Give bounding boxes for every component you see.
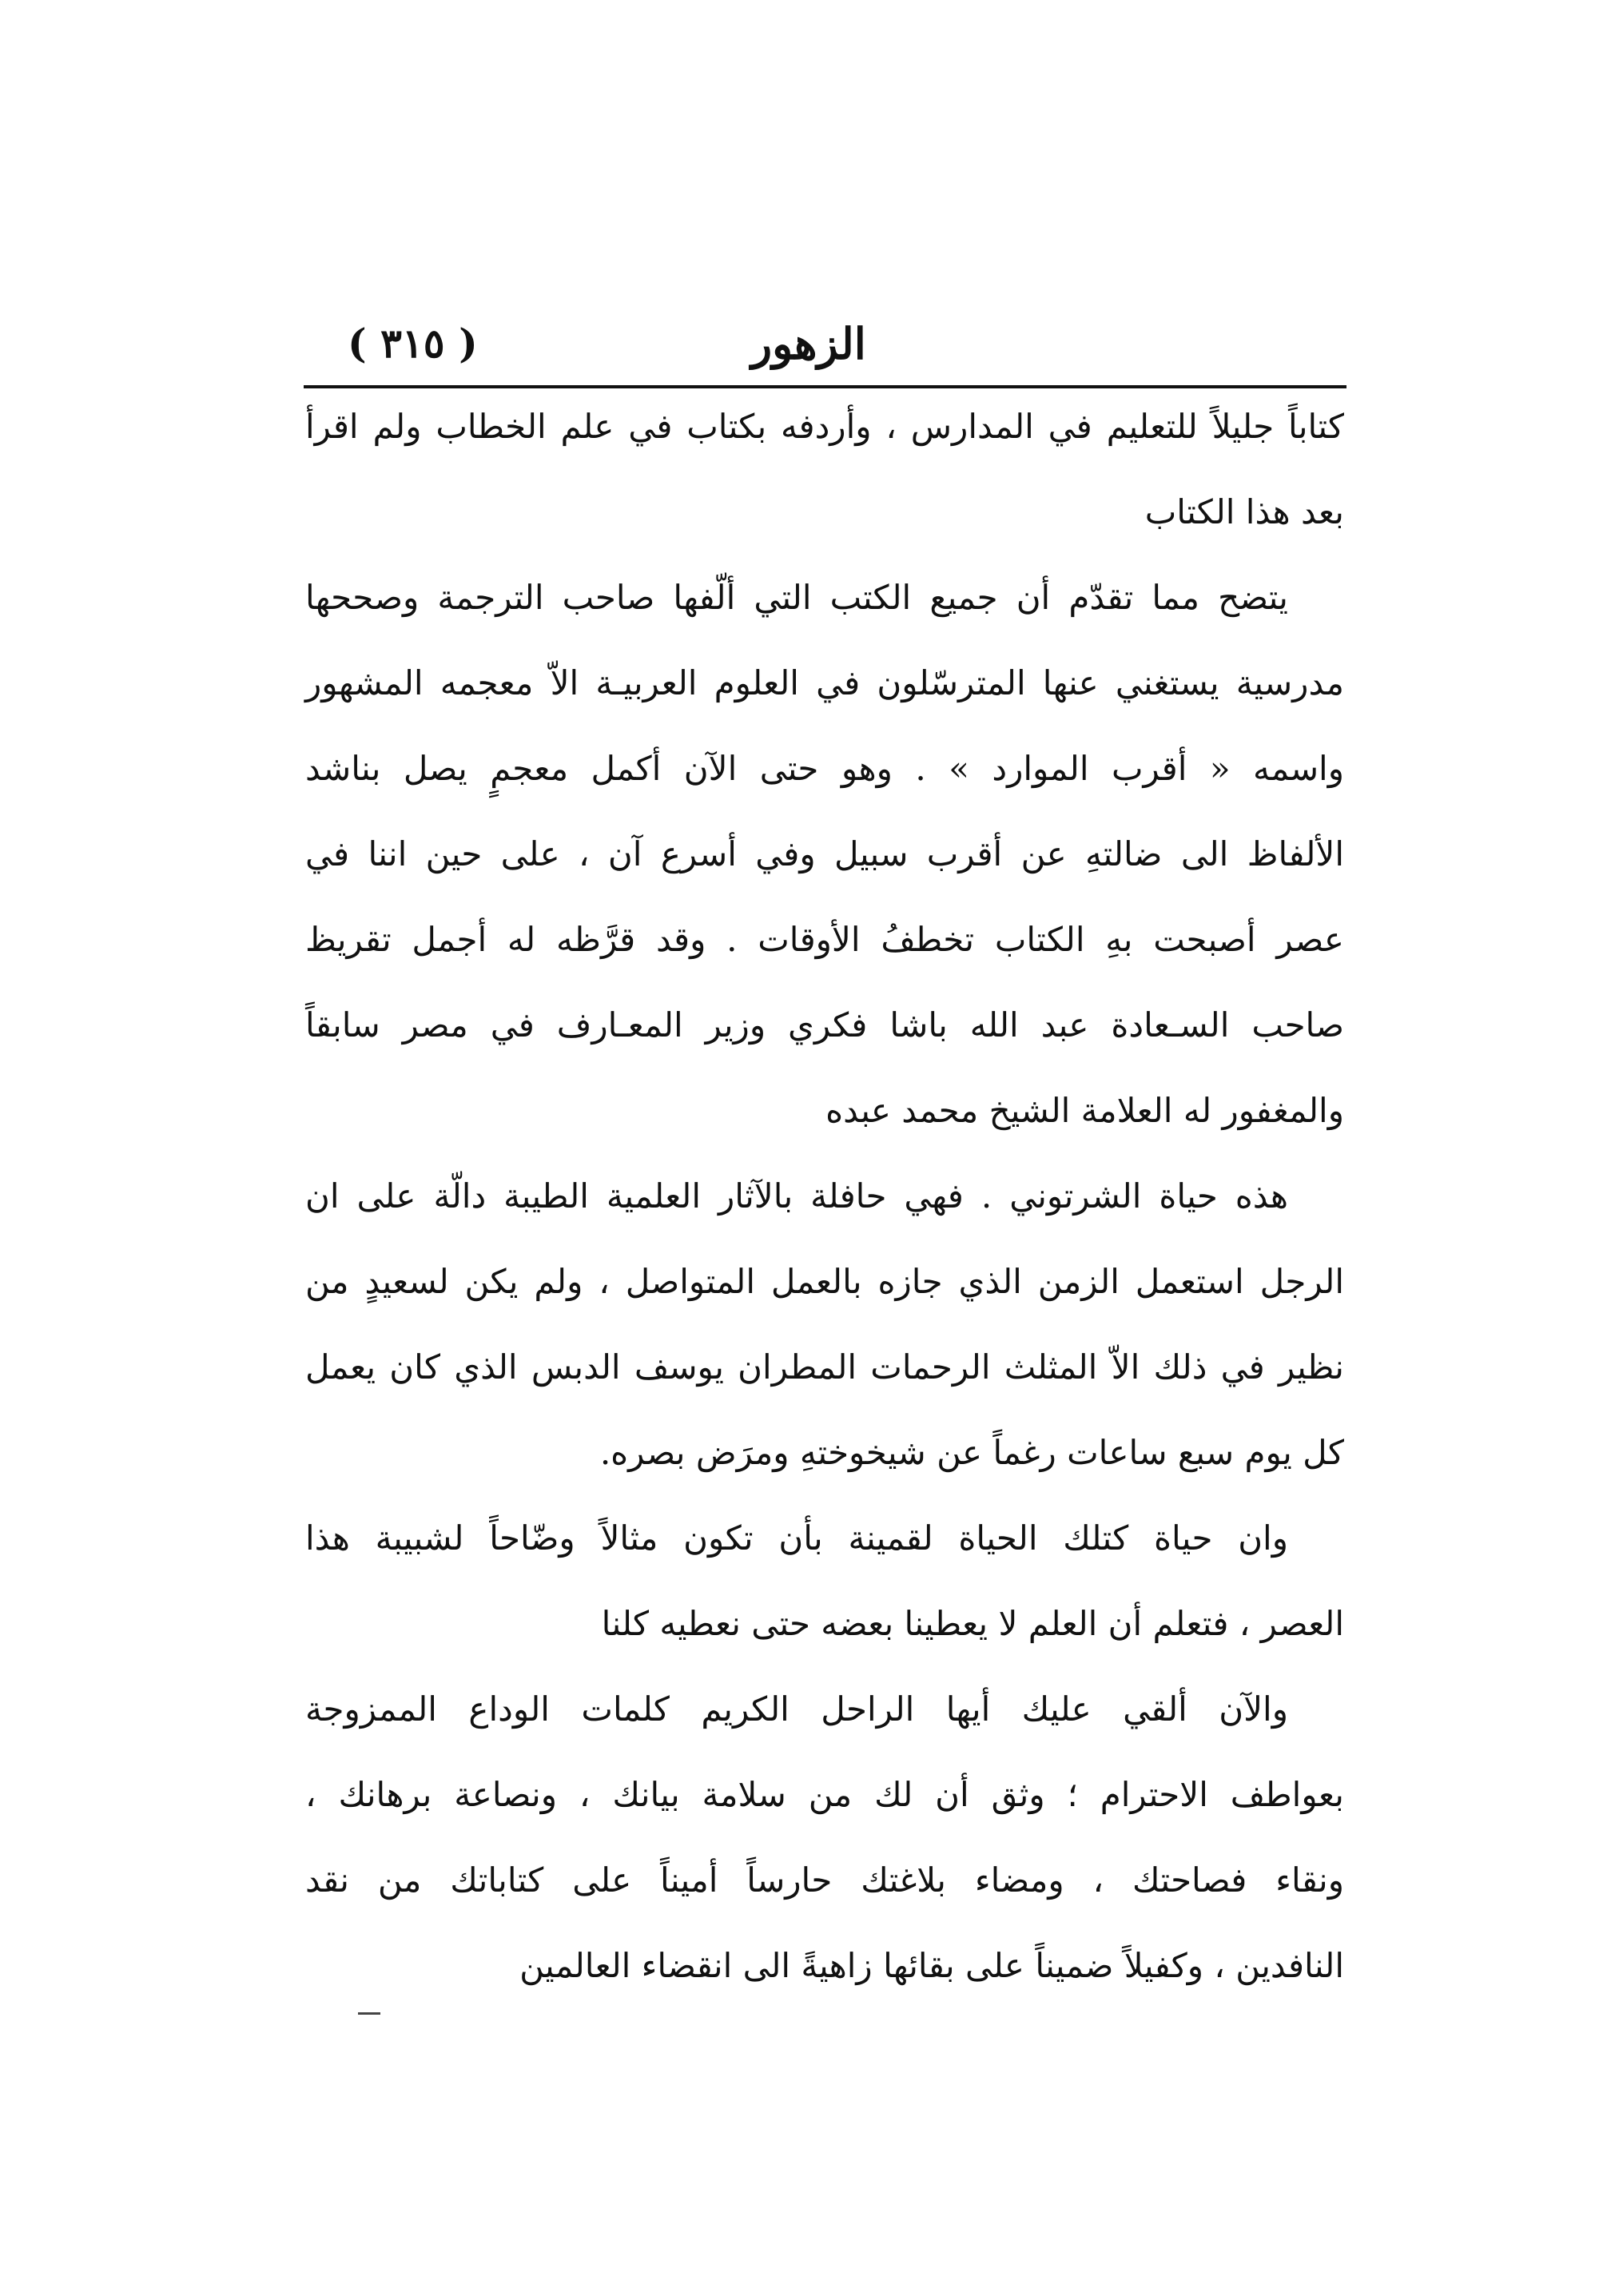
text-line: بعواطف الاحترام ؛ وثق أن لك من سلامة بيانك ، ونصاعة برهانك ، [305,1775,1344,1814]
text-line: الرجل استعمل الزمن الذي جازه بالعمل المتواصل ، ولم يكن لسعيدٍ من [305,1262,1344,1301]
text-line: واسمه « أقرب الموارد » . وهو حتى الآن أكمل معجمٍ يصل بناشد [305,749,1344,788]
running-title: الزهور [751,318,866,369]
text-line: نظير في ذلك الاّ المثلث الرحمات المطران يوسف الدبس الذي كان يعمل [305,1347,1344,1387]
text-line: النافدين ، وكفيلاً ضميناً على بقائها زاهيةً الى انقضاء العالمين [519,1946,1344,1985]
text-line: هذه حياة الشرتوني . فهي حافلة بالآثار العلمية الطيبة دالّة على ان [305,1176,1288,1216]
running-header [304,308,1350,380]
text-line: بعد هذا الكتاب [1144,492,1344,531]
text-line: عصر أصبحت بهِ الكتاب تخطفُ الأوقات . وقد قرَّظه له أجمل تقريظ [305,920,1344,959]
body-text [305,384,1344,2008]
footer-mark [358,2012,380,2015]
text-line: الألفاظ الى ضالتهِ عن أقرب سبيل وفي أسرع آن ، على حين اننا في [305,834,1344,873]
text-line: كتاباً جليلاً للتعليم في المدارس ، وأردفه بكتاب في علم الخطاب ولم اقرأ [305,407,1344,446]
text-line: مدرسية يستغني عنها المترسّلون في العلوم العربيـة الاّ معجمه المشهور [305,663,1344,702]
text-line: العصر ، فتعلم أن العلم لا يعطينا بعضه حتى نعطيه كلنا [601,1604,1344,1643]
page-number: ( ٣١٥ ) [348,320,478,367]
text-line: صاحب السـعادة عبد الله باشا فكري وزير المعـارف في مصر سابقاً [305,1005,1344,1045]
text-line: يتضح مما تقدّم أن جميع الكتب التي ألّفها صاحب الترجمة وصححها [305,578,1288,617]
text-line: ونقاء فصاحتك ، ومضاء بلاغتك حارساً أميناً على كتاباتك من نقد [305,1860,1344,1900]
text-line: كل يوم سبع ساعات رغماً عن شيخوختهِ ومرَض بصره. [599,1433,1344,1472]
text-line: والمغفور له العلامة الشيخ محمد عبده [825,1091,1344,1130]
text-line: والآن ألقي عليك أيها الراحل الكريم كلمات الوداع الممزوجة [305,1689,1288,1729]
text-line: وان حياة كتلك الحياة لقمينة بأن تكون مثالاً وضّاحاً لشبيبة هذا [305,1518,1288,1558]
